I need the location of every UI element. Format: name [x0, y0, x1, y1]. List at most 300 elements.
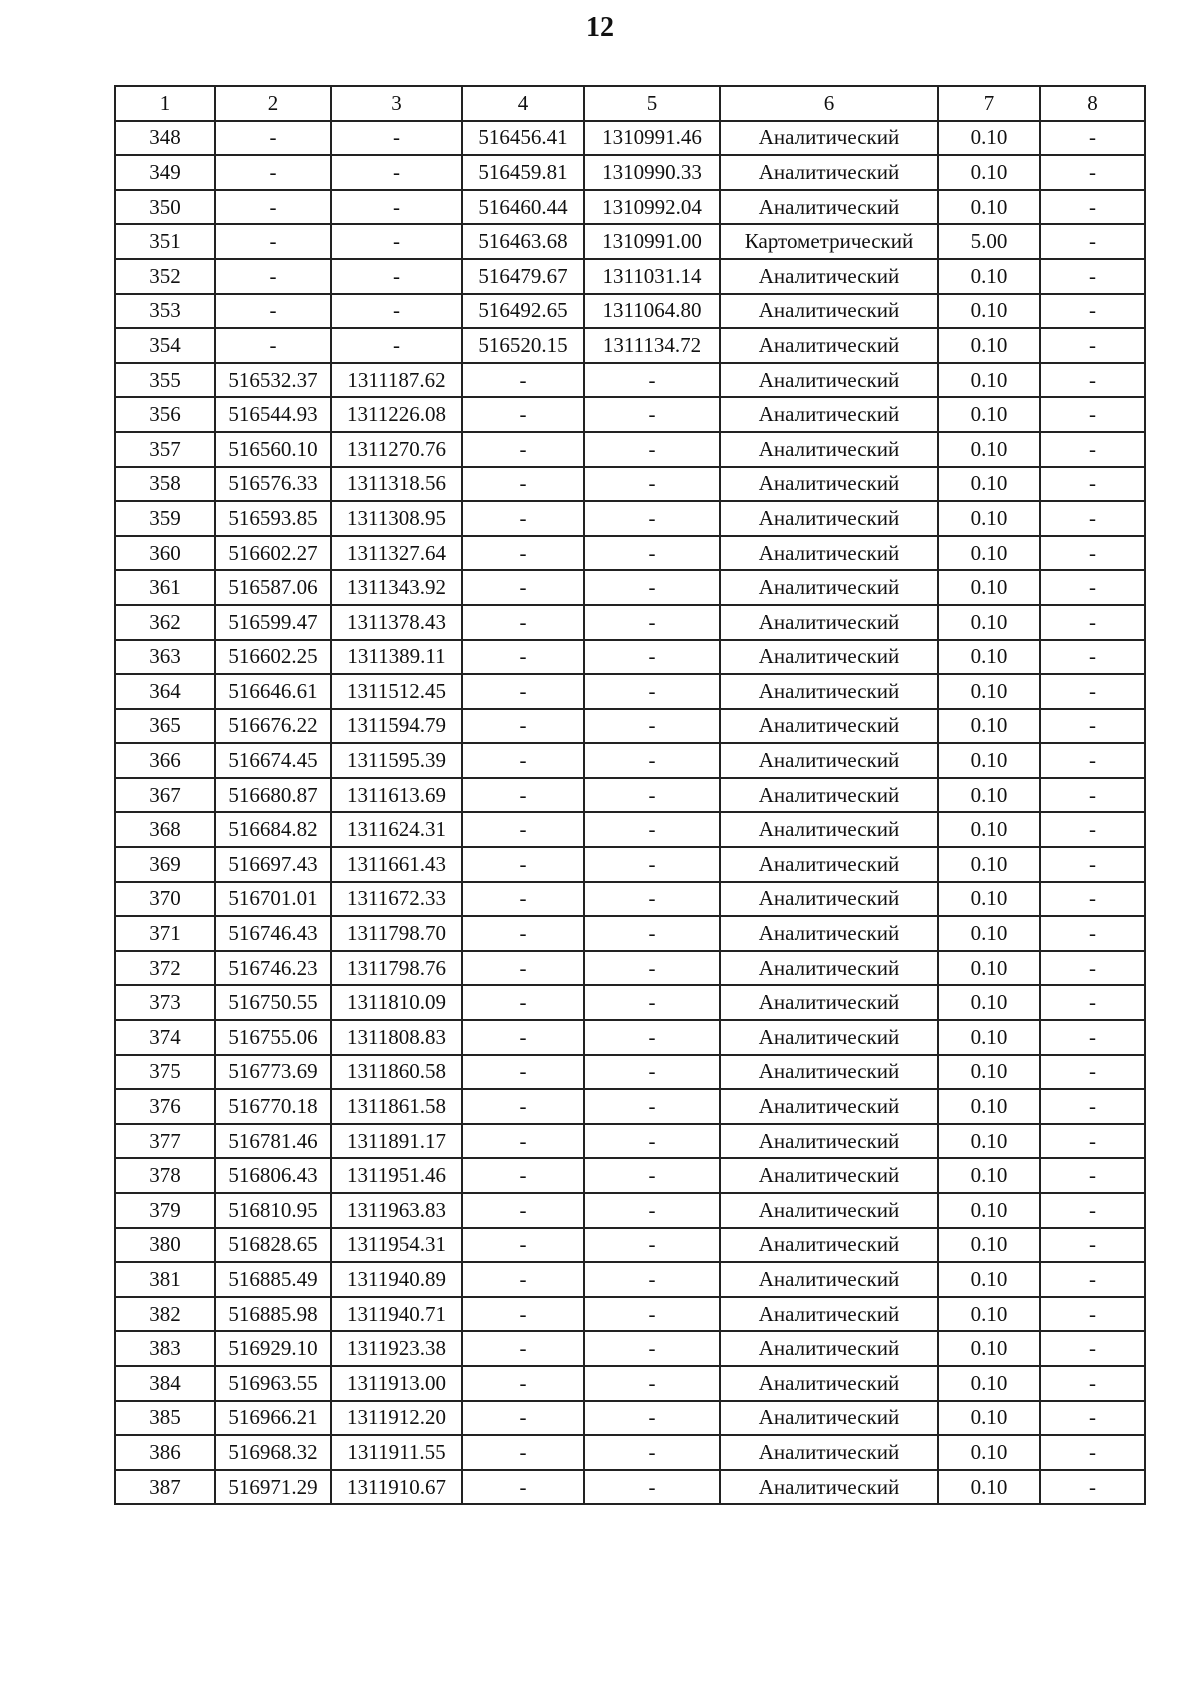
table-cell: -: [1040, 1470, 1145, 1505]
table-cell: 381: [115, 1262, 215, 1297]
coordinates-table: [114, 85, 1146, 1505]
table-cell: 1311810.09: [331, 985, 462, 1020]
table-cell: 370: [115, 882, 215, 917]
table-cell: Аналитический: [720, 1470, 938, 1505]
table-cell: -: [584, 812, 720, 847]
table-row: [115, 1158, 1145, 1193]
table-cell: Аналитический: [720, 847, 938, 882]
table-cell: 516971.29: [215, 1470, 331, 1505]
table-cell: -: [215, 190, 331, 225]
table-cell: -: [584, 1089, 720, 1124]
table-cell: 378: [115, 1158, 215, 1193]
table-cell: 1311940.71: [331, 1297, 462, 1332]
table-cell: 516770.18: [215, 1089, 331, 1124]
table-cell: 0.10: [938, 121, 1040, 156]
table-cell: 1311798.76: [331, 951, 462, 986]
table-cell: 0.10: [938, 674, 1040, 709]
table-cell: -: [462, 1331, 584, 1366]
table-cell: 516697.43: [215, 847, 331, 882]
table-cell: -: [1040, 1435, 1145, 1470]
table-cell: Аналитический: [720, 1193, 938, 1228]
table-cell: 360: [115, 536, 215, 571]
column-header-5: 5: [584, 86, 720, 121]
table-row: [115, 1331, 1145, 1366]
table-cell: Аналитический: [720, 1158, 938, 1193]
table-cell: 0.10: [938, 605, 1040, 640]
table-cell: 0.10: [938, 190, 1040, 225]
table-cell: 357: [115, 432, 215, 467]
table-cell: 0.10: [938, 1228, 1040, 1263]
table-cell: 365: [115, 709, 215, 744]
table-header: [115, 86, 1145, 121]
table-cell: -: [462, 916, 584, 951]
table-cell: 364: [115, 674, 215, 709]
table-cell: -: [1040, 674, 1145, 709]
table-cell: -: [1040, 397, 1145, 432]
page-number: 12: [586, 12, 614, 43]
table-row: [115, 501, 1145, 536]
table-cell: 361: [115, 570, 215, 605]
table-row: [115, 432, 1145, 467]
table-cell: 516828.65: [215, 1228, 331, 1263]
table-cell: -: [462, 847, 584, 882]
table-cell: -: [1040, 1366, 1145, 1401]
table-cell: -: [462, 1297, 584, 1332]
table-row: [115, 155, 1145, 190]
table-cell: 1311134.72: [584, 328, 720, 363]
table-cell: 0.10: [938, 1020, 1040, 1055]
table-cell: -: [215, 259, 331, 294]
table-cell: 516602.25: [215, 640, 331, 675]
table-cell: -: [462, 1435, 584, 1470]
table-cell: -: [584, 743, 720, 778]
table-cell: 1311389.11: [331, 640, 462, 675]
table-cell: 0.10: [938, 951, 1040, 986]
table-cell: -: [462, 1020, 584, 1055]
table-cell: 0.10: [938, 328, 1040, 363]
table-cell: 0.10: [938, 847, 1040, 882]
table-cell: 356: [115, 397, 215, 432]
table-cell: -: [462, 1089, 584, 1124]
table-cell: -: [462, 985, 584, 1020]
table-cell: 0.10: [938, 1331, 1040, 1366]
table-row: [115, 674, 1145, 709]
table-cell: 516492.65: [462, 294, 584, 329]
table-cell: Аналитический: [720, 985, 938, 1020]
table-cell: 0.10: [938, 812, 1040, 847]
table-cell: 375: [115, 1055, 215, 1090]
table-cell: Аналитический: [720, 363, 938, 398]
table-cell: 516676.22: [215, 709, 331, 744]
header-row: [115, 86, 1145, 121]
table-cell: -: [584, 1297, 720, 1332]
table-cell: 0.10: [938, 985, 1040, 1020]
table-cell: -: [584, 536, 720, 571]
table-cell: 0.10: [938, 640, 1040, 675]
table-cell: 516456.41: [462, 121, 584, 156]
table-cell: Аналитический: [720, 1366, 938, 1401]
table-cell: 385: [115, 1401, 215, 1436]
table-cell: Аналитический: [720, 1435, 938, 1470]
table-cell: Аналитический: [720, 1401, 938, 1436]
table-cell: -: [584, 1366, 720, 1401]
table-cell: -: [584, 674, 720, 709]
table-cell: -: [1040, 743, 1145, 778]
table-cell: 387: [115, 1470, 215, 1505]
table-cell: -: [1040, 1193, 1145, 1228]
table-cell: 0.10: [938, 363, 1040, 398]
table-cell: 516646.61: [215, 674, 331, 709]
table-cell: 0.10: [938, 1262, 1040, 1297]
table-cell: 1311923.38: [331, 1331, 462, 1366]
table-cell: 1311940.89: [331, 1262, 462, 1297]
table-cell: -: [584, 432, 720, 467]
table-cell: Аналитический: [720, 951, 938, 986]
table-cell: 366: [115, 743, 215, 778]
table-cell: -: [584, 916, 720, 951]
table-cell: 0.10: [938, 1470, 1040, 1505]
table-cell: 1311954.31: [331, 1228, 462, 1263]
table-cell: -: [331, 328, 462, 363]
table-cell: 377: [115, 1124, 215, 1159]
table-cell: -: [1040, 328, 1145, 363]
table-body: [115, 121, 1145, 1505]
table-cell: -: [584, 1435, 720, 1470]
table-cell: Аналитический: [720, 432, 938, 467]
table-cell: -: [584, 570, 720, 605]
table-cell: 516459.81: [462, 155, 584, 190]
table-cell: -: [1040, 467, 1145, 502]
table-row: [115, 1020, 1145, 1055]
table-cell: -: [462, 1470, 584, 1505]
table-cell: -: [462, 709, 584, 744]
table-row: [115, 605, 1145, 640]
table-cell: Аналитический: [720, 155, 938, 190]
table-cell: 349: [115, 155, 215, 190]
table-cell: -: [331, 224, 462, 259]
table-cell: 516684.82: [215, 812, 331, 847]
table-cell: -: [1040, 882, 1145, 917]
table-cell: -: [1040, 294, 1145, 329]
table-cell: -: [462, 432, 584, 467]
table-cell: -: [1040, 1297, 1145, 1332]
column-header-8: 8: [1040, 86, 1145, 121]
table-cell: -: [584, 1124, 720, 1159]
table-cell: -: [1040, 951, 1145, 986]
table-cell: -: [1040, 224, 1145, 259]
table-cell: 1311912.20: [331, 1401, 462, 1436]
table-cell: 516460.44: [462, 190, 584, 225]
table-cell: 0.10: [938, 882, 1040, 917]
table-cell: 516544.93: [215, 397, 331, 432]
table-cell: -: [584, 778, 720, 813]
table-cell: Аналитический: [720, 536, 938, 571]
table-cell: 1310991.46: [584, 121, 720, 156]
table-cell: -: [1040, 501, 1145, 536]
table-cell: Аналитический: [720, 1089, 938, 1124]
table-cell: 0.10: [938, 501, 1040, 536]
table-cell: 516602.27: [215, 536, 331, 571]
table-row: [115, 985, 1145, 1020]
table-row: [115, 1470, 1145, 1505]
table-cell: -: [584, 363, 720, 398]
table-cell: 1311270.76: [331, 432, 462, 467]
table-cell: 1311860.58: [331, 1055, 462, 1090]
table-cell: -: [1040, 536, 1145, 571]
table-cell: -: [584, 1193, 720, 1228]
table-cell: 1311031.14: [584, 259, 720, 294]
table-cell: 350: [115, 190, 215, 225]
table-cell: 516773.69: [215, 1055, 331, 1090]
table-cell: 372: [115, 951, 215, 986]
table-cell: 1311911.55: [331, 1435, 462, 1470]
table-cell: 516966.21: [215, 1401, 331, 1436]
table-cell: -: [1040, 916, 1145, 951]
table-cell: 373: [115, 985, 215, 1020]
table-cell: -: [215, 328, 331, 363]
table-cell: 0.10: [938, 155, 1040, 190]
table-cell: 516885.49: [215, 1262, 331, 1297]
table-cell: 516929.10: [215, 1331, 331, 1366]
table-cell: Аналитический: [720, 1124, 938, 1159]
table-cell: Аналитический: [720, 501, 938, 536]
table-cell: 0.10: [938, 294, 1040, 329]
table-cell: -: [331, 121, 462, 156]
table-cell: 0.10: [938, 467, 1040, 502]
table-cell: -: [1040, 847, 1145, 882]
table-cell: 516532.37: [215, 363, 331, 398]
table-cell: Аналитический: [720, 1331, 938, 1366]
table-row: [115, 916, 1145, 951]
table-cell: 369: [115, 847, 215, 882]
table-cell: 0.10: [938, 536, 1040, 571]
table-cell: 1310990.33: [584, 155, 720, 190]
table-cell: 516963.55: [215, 1366, 331, 1401]
table-cell: 1311798.70: [331, 916, 462, 951]
table-cell: -: [1040, 1262, 1145, 1297]
table-cell: Аналитический: [720, 605, 938, 640]
table-cell: -: [1040, 1401, 1145, 1436]
table-row: [115, 812, 1145, 847]
table-cell: 384: [115, 1366, 215, 1401]
table-cell: 371: [115, 916, 215, 951]
table-cell: -: [1040, 605, 1145, 640]
table-cell: -: [215, 155, 331, 190]
table-cell: -: [1040, 709, 1145, 744]
table-cell: -: [1040, 1228, 1145, 1263]
table-cell: 368: [115, 812, 215, 847]
table-cell: 516520.15: [462, 328, 584, 363]
table-row: [115, 778, 1145, 813]
table-cell: -: [462, 501, 584, 536]
table-cell: Аналитический: [720, 259, 938, 294]
table-cell: -: [462, 640, 584, 675]
table-cell: -: [1040, 155, 1145, 190]
table-cell: 516674.45: [215, 743, 331, 778]
table-cell: 516968.32: [215, 1435, 331, 1470]
table-cell: Аналитический: [720, 1262, 938, 1297]
table-cell: Аналитический: [720, 570, 938, 605]
table-cell: -: [1040, 121, 1145, 156]
table-row: [115, 1055, 1145, 1090]
table-row: [115, 743, 1145, 778]
table-cell: -: [584, 501, 720, 536]
table-row: [115, 570, 1145, 605]
table-cell: -: [462, 397, 584, 432]
table-cell: 0.10: [938, 1055, 1040, 1090]
table-row: [115, 1297, 1145, 1332]
table-cell: -: [584, 1055, 720, 1090]
table-row: [115, 1193, 1145, 1228]
table-row: [115, 951, 1145, 986]
table-cell: -: [1040, 259, 1145, 294]
table-cell: -: [462, 1262, 584, 1297]
table-cell: 516746.43: [215, 916, 331, 951]
table-cell: 1311672.33: [331, 882, 462, 917]
table-cell: 362: [115, 605, 215, 640]
table-cell: -: [215, 294, 331, 329]
table-cell: Аналитический: [720, 778, 938, 813]
table-cell: 516576.33: [215, 467, 331, 502]
table-cell: 1311064.80: [584, 294, 720, 329]
table-row: [115, 709, 1145, 744]
table-cell: 0.10: [938, 916, 1040, 951]
table-row: [115, 294, 1145, 329]
table-cell: -: [1040, 190, 1145, 225]
table-cell: -: [1040, 1158, 1145, 1193]
table-cell: Аналитический: [720, 640, 938, 675]
table-cell: -: [462, 1366, 584, 1401]
table-cell: -: [584, 1228, 720, 1263]
table-cell: Аналитический: [720, 1228, 938, 1263]
table-cell: -: [1040, 1124, 1145, 1159]
table-cell: 0.10: [938, 743, 1040, 778]
table-cell: -: [584, 467, 720, 502]
table-cell: -: [584, 1020, 720, 1055]
table-row: [115, 328, 1145, 363]
table-row: [115, 1228, 1145, 1263]
table-cell: 0.10: [938, 397, 1040, 432]
table-cell: -: [462, 1401, 584, 1436]
table-cell: 352: [115, 259, 215, 294]
table-cell: 1311308.95: [331, 501, 462, 536]
table-cell: 379: [115, 1193, 215, 1228]
table-cell: -: [462, 1193, 584, 1228]
table-cell: 516680.87: [215, 778, 331, 813]
table-cell: Аналитический: [720, 467, 938, 502]
table-cell: 516560.10: [215, 432, 331, 467]
table-cell: -: [584, 640, 720, 675]
table-cell: -: [462, 882, 584, 917]
table-cell: -: [584, 1470, 720, 1505]
table-cell: 1311343.92: [331, 570, 462, 605]
column-header-4: 4: [462, 86, 584, 121]
table-row: [115, 1089, 1145, 1124]
table-cell: 363: [115, 640, 215, 675]
table-cell: 1311910.67: [331, 1470, 462, 1505]
table-cell: -: [584, 605, 720, 640]
table-cell: 367: [115, 778, 215, 813]
table-cell: 0.10: [938, 432, 1040, 467]
table-cell: -: [1040, 812, 1145, 847]
table-cell: 1311624.31: [331, 812, 462, 847]
table-cell: -: [215, 224, 331, 259]
table-cell: 1311861.58: [331, 1089, 462, 1124]
table-row: [115, 397, 1145, 432]
table-cell: 516701.01: [215, 882, 331, 917]
table-cell: 1311226.08: [331, 397, 462, 432]
table-cell: Аналитический: [720, 397, 938, 432]
table-cell: Аналитический: [720, 1020, 938, 1055]
table-cell: -: [462, 1055, 584, 1090]
table-cell: -: [331, 155, 462, 190]
table-cell: 0.10: [938, 778, 1040, 813]
column-header-3: 3: [331, 86, 462, 121]
table-cell: 1311512.45: [331, 674, 462, 709]
table-cell: -: [462, 1158, 584, 1193]
table-cell: 516806.43: [215, 1158, 331, 1193]
table-cell: -: [1040, 1055, 1145, 1090]
table-row: [115, 224, 1145, 259]
table-cell: 1311318.56: [331, 467, 462, 502]
table-cell: 380: [115, 1228, 215, 1263]
table-cell: 1311808.83: [331, 1020, 462, 1055]
column-header-7: 7: [938, 86, 1040, 121]
table-cell: 516593.85: [215, 501, 331, 536]
table-cell: 386: [115, 1435, 215, 1470]
table-cell: -: [462, 363, 584, 398]
table-cell: 355: [115, 363, 215, 398]
table-cell: 0.10: [938, 1401, 1040, 1436]
table-cell: -: [584, 847, 720, 882]
table-row: [115, 467, 1145, 502]
table-cell: 0.10: [938, 1297, 1040, 1332]
table-cell: 1310992.04: [584, 190, 720, 225]
table-cell: Аналитический: [720, 121, 938, 156]
table-cell: Аналитический: [720, 674, 938, 709]
table-cell: 1310991.00: [584, 224, 720, 259]
table-cell: 0.10: [938, 1435, 1040, 1470]
table-cell: -: [462, 812, 584, 847]
table-cell: 0.10: [938, 709, 1040, 744]
table-cell: 516810.95: [215, 1193, 331, 1228]
table-cell: 516781.46: [215, 1124, 331, 1159]
table-cell: 1311594.79: [331, 709, 462, 744]
table-cell: -: [1040, 1331, 1145, 1366]
table-row: [115, 1435, 1145, 1470]
table-row: [115, 259, 1145, 294]
table-row: [115, 363, 1145, 398]
table-cell: 376: [115, 1089, 215, 1124]
table-row: [115, 536, 1145, 571]
table-cell: -: [584, 1262, 720, 1297]
table-cell: 351: [115, 224, 215, 259]
table-row: [115, 1366, 1145, 1401]
table-cell: Картометрический: [720, 224, 938, 259]
table-cell: -: [584, 1331, 720, 1366]
table-cell: Аналитический: [720, 1297, 938, 1332]
table-cell: -: [462, 1124, 584, 1159]
table-cell: 5.00: [938, 224, 1040, 259]
table-cell: -: [1040, 1089, 1145, 1124]
table-cell: -: [1040, 570, 1145, 605]
table-cell: -: [331, 190, 462, 225]
table-cell: -: [462, 951, 584, 986]
column-header-1: 1: [115, 86, 215, 121]
table-cell: -: [584, 1401, 720, 1436]
table-cell: -: [331, 259, 462, 294]
table-cell: -: [1040, 1020, 1145, 1055]
